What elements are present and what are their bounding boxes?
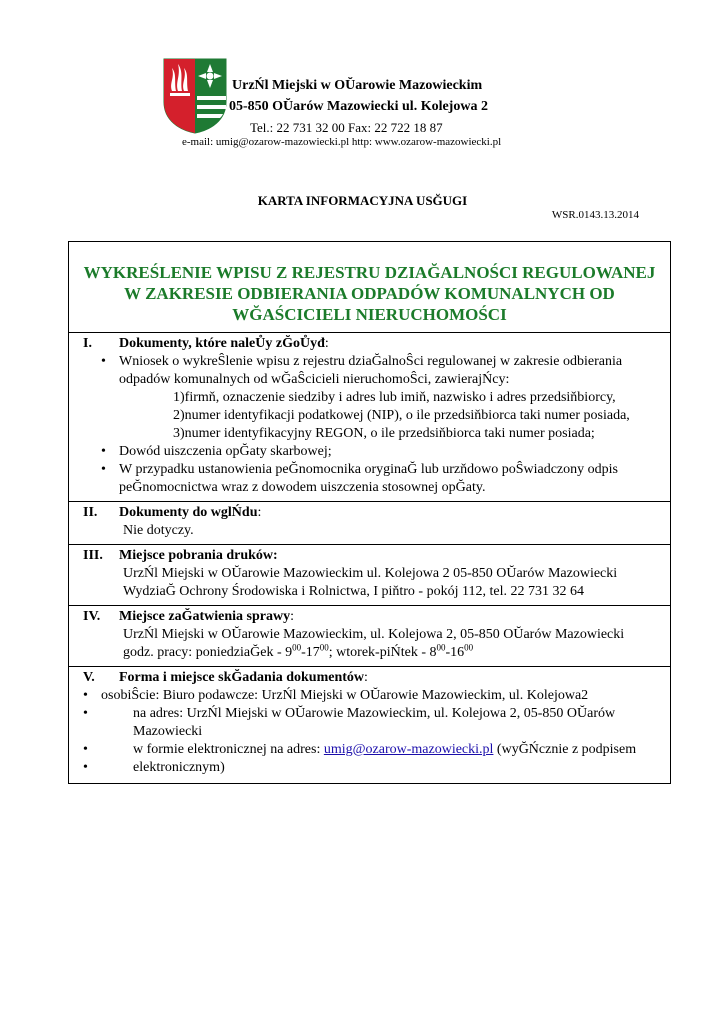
list-item — [55, 687, 666, 705]
section-number: I. — [83, 336, 92, 351]
hours-text: ; wtorek-piŃtek - 8 — [328, 645, 437, 660]
hours-sup: 00 — [319, 642, 329, 653]
office-hours — [73, 644, 666, 662]
document-number: WSR.0143.13.2014 — [551, 209, 639, 221]
section-documents-for-review — [69, 502, 670, 544]
heading-colon: : — [257, 505, 262, 520]
office-phone-fax: Tel.: 22 731 32 00 Fax: 22 722 18 87 — [250, 120, 443, 135]
service-title — [69, 242, 670, 332]
service-title-line1: WYKREŚLENIE WPISU Z REJESTRU DZIAĞALNOŚCI REGULOWANEJ — [83, 263, 656, 282]
office-name: UrzŃl Miejski w OŬarowie Mazowieckim — [232, 78, 483, 93]
section-number: V. — [83, 670, 95, 685]
list-item — [73, 461, 666, 497]
list-item — [55, 759, 666, 777]
service-title-line3: WĞAŚCICIELI NIERUCHOMOŚCI — [232, 305, 507, 324]
list-item — [55, 705, 666, 741]
municipal-coat-of-arms-icon — [163, 58, 227, 134]
sub-item: 1)firmň, oznaczenie siedziby i adres lub imiň, nazwisko i adres przedsiňbiorcy, — [173, 390, 616, 405]
section-number: IV. — [83, 609, 101, 624]
list-item-text: elektronicznym) — [133, 760, 225, 775]
section-number: III. — [83, 548, 103, 563]
section-heading: Dokumenty do wglŃdu — [119, 505, 258, 520]
hours-sup: 00 — [464, 642, 474, 653]
hours-text: -17 — [301, 645, 320, 660]
list-item-text: Wniosek o wykreŜlenie wpisu z rejestru dziaĞalnoŜci regulowanej w zakresie odbierania odpadów komunalnych od wĞaŜcicieli nieruchomoŜci, zawierajŃcy: — [119, 354, 623, 387]
section-text: UrzŃl Miejski w OŬarowie Mazowieckim ul. Kolejowa 2 05-850 OŬarów Mazowiecki — [123, 566, 618, 581]
section-text: WydziaĞ Ochrony Środowiska i Rolnictwa, I piňtro - pokój 112, tel. 22 731 32 64 — [123, 584, 584, 599]
list-item-text: W przypadku ustanowienia peĞnomocnika oryginaĞ lub urzňdowo poŜwiadczony odpis peĞnomocnictwa wraz z dowodem uiszczenia stosownej opĞaty. — [119, 462, 618, 495]
office-address: 05-850 OŬarów Mazowiecki ul. Kolejowa 2 — [229, 99, 488, 114]
section-submission-methods — [69, 667, 670, 781]
hours-text: -16 — [445, 645, 465, 660]
section-text: UrzŃl Miejski w OŬarowie Mazowieckim, ul. Kolejowa 2, 05-850 OŬarów Mazowiecki — [123, 627, 625, 642]
section-heading: Dokumenty, które naleŮy zĞoŮyđ — [119, 336, 325, 351]
hours-text: godz. pracy: poniedziaĞek - 9 — [123, 645, 293, 660]
section-heading: Miejsce zaĞatwienia sprawy — [119, 609, 291, 624]
list-item — [73, 443, 666, 461]
hours-sup: 00 — [292, 642, 302, 653]
list-item-text: Dowód uiszczenia opĞaty skarbowej; — [119, 444, 332, 459]
heading-colon: : — [290, 609, 294, 624]
list-item — [73, 353, 666, 389]
heading-colon: : — [324, 336, 329, 351]
heading-colon: : — [364, 670, 368, 685]
section-heading: Forma i miejsce skĞadania dokumentów — [119, 670, 364, 685]
sub-item: 2)numer identyfikacji podatkowej (NIP), o ile przedsiňbiorca taki numer posiada, — [173, 408, 630, 423]
list-item-text: na adres: UrzŃl Miejski w OŬarowie Mazowieckim, ul. Kolejowa 2, 05-850 OŬarów Mazowiecki — [133, 706, 616, 739]
section-heading: Miejsce pobrania druków: — [119, 548, 278, 563]
section-number: II. — [83, 505, 98, 520]
info-card-table — [68, 241, 671, 784]
section-handling-location — [69, 606, 670, 666]
list-item — [55, 741, 666, 759]
list-item-text: w formie elektronicznej na adres: — [133, 742, 324, 757]
section-text: Nie dotyczy. — [123, 523, 194, 538]
section-forms-location — [69, 545, 670, 605]
document-title: KARTA INFORMACYJNA USĞUGI — [257, 193, 468, 208]
section-required-documents — [69, 333, 670, 501]
list-item-text: (wyĞŃcznie z podpisem — [493, 742, 637, 757]
hours-sup: 00 — [436, 642, 446, 653]
email-link[interactable]: umig@ozarow-mazowiecki.pl — [323, 742, 494, 757]
service-title-line2: W ZAKRESIE ODBIERANIA ODPADÓW KOMUNALNYCH OD — [124, 284, 615, 303]
office-contact-web: e-mail: umig@ozarow-mazowiecki.pl http: www.ozarow-mazowiecki.pl — [182, 136, 502, 148]
sub-item: 3)numer identyfikacyjny REGON, o ile przedsiňbiorca taki numer posiada; — [173, 426, 595, 441]
list-item-text: osobiŜcie: Biuro podawcze: UrzŃl Miejski w OŬarowie Mazowieckim, ul. Kolejowa2 — [101, 688, 589, 703]
